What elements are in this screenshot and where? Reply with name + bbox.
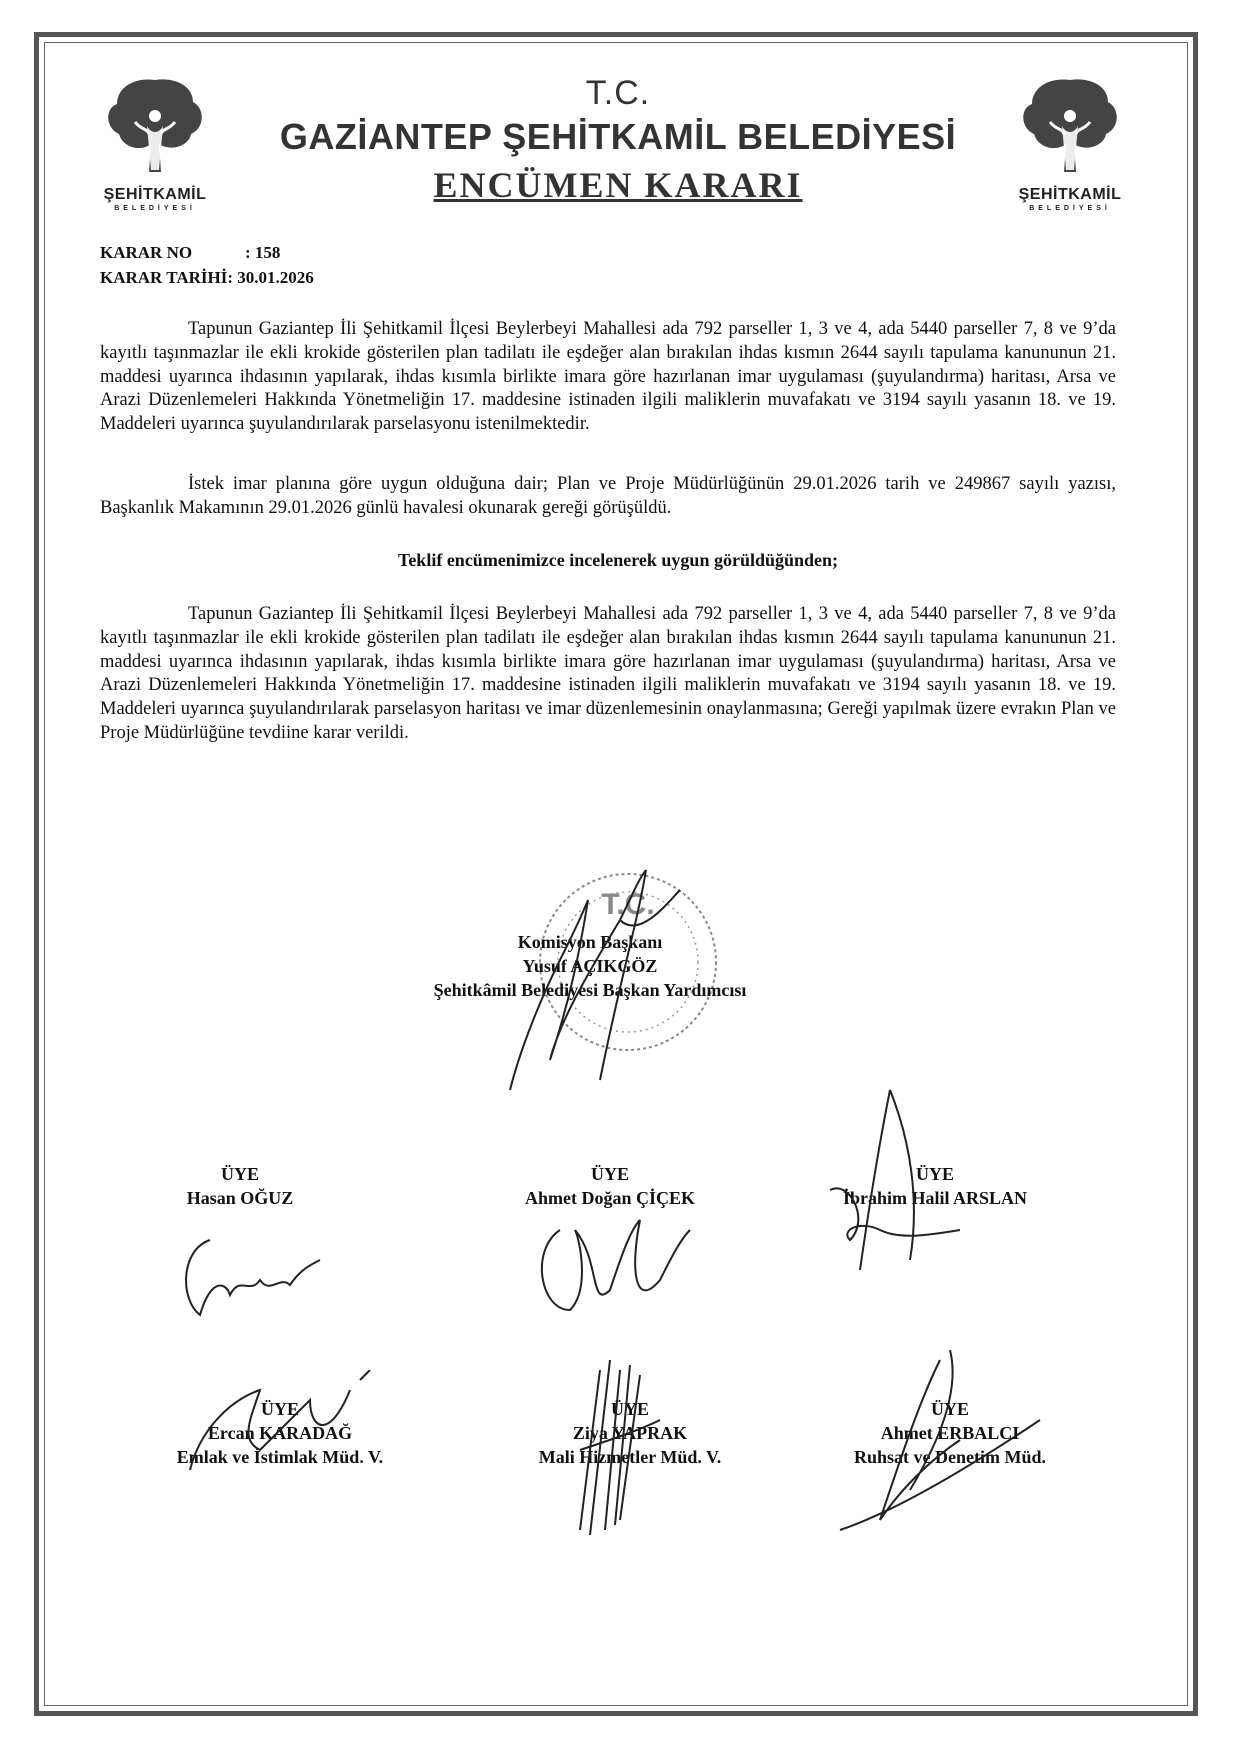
karar-no-value: : 158 [245, 243, 281, 262]
member-name: Ziya YAPRAK [572, 1423, 688, 1443]
member-role: ÜYE [260, 1399, 299, 1419]
karar-tarihi [100, 268, 314, 288]
member-signature-block [140, 1162, 340, 1210]
paragraph-request: Tapunun Gaziantep İli Şehitkamil İlçesi Beylerbeyi Mahallesi ada 792 parseller 1, 3 ve 4, ada 5440 parseller 7, 8 ve 9’da kayıtlı taşınmazlar ile ekli krokide gösterilen plan tadilatı ile eşdeğer alan bırakılan ihdas kısmın 2644 sayılı tapulama kanununun 21. maddesi uyarınca ihdasının yapılarak, ihdas kısımla birlikte imara göre hazırlanan imar uygulaması (şuyulandırma) haritası, Arsa ve Arazi Düzenlemeleri Hakkında Yönetmeliğin 17. maddesine istinaden ilgili maliklerin muvafakatı ve 3194 sayılı yasanın 18. ve 19. Maddeleri uyarınca şuyulandırılarak parselasyonu istenilmektedir. [100, 319, 1116, 435]
logo-subtext: BELEDİYESİ [1029, 205, 1111, 212]
member-title: Emlak ve İstimlak Müd. V. [176, 1447, 384, 1467]
member-signature [810, 1080, 990, 1280]
stamp-text: T.C. [601, 888, 655, 921]
member-signature [820, 1340, 1060, 1540]
member-signature [160, 1370, 400, 1480]
header-tc: T.C. [585, 74, 651, 112]
member-title: Mali Hizmetler Müd. V. [538, 1447, 722, 1467]
karar-tarihi-value: 30.01.2026 [237, 268, 314, 287]
member-title: Ruhsat ve Denetim Müd. [854, 1447, 1046, 1467]
karar-no-label: KARAR NO [100, 243, 193, 262]
member-signature [520, 1200, 720, 1330]
paragraph-decision: Tapunun Gaziantep İli Şehitkamil İlçesi Beylerbeyi Mahallesi ada 792 parseller 1, 3 ve 4, ada 5440 parseller 7, 8 ve 9’da kayıtlı taşınmazlar ile ekli krokide gösterilen plan tadilatı ile eşdeğer alan bırakılan ihdas kısmın 2644 sayılı tapulama kanununun 21. maddesi uyarınca ihdasının yapılarak, ihdas kısımla birlikte imara göre hazırlanan imar uygulaması (şuyulandırma) haritası, Arsa ve Arazi Düzenlemeleri Hakkında Yönetmeliğin 17. maddesine istinaden ilgili maliklerin muvafakatı ve 3194 sayılı yasanın 18. ve 19. Maddeleri uyarınca şuyulandırılarak parselasyon haritası ve imar düzenlemesinin onaylanmasına; Gereği yapılmak üzere evrakın Plan ve Proje Müdürlüğüne tevdiine karar verildi. [100, 604, 1116, 743]
member-signature [560, 1350, 680, 1540]
chair-title: Şehitkâmil Belediyesi Başkan Yardımcısı [433, 980, 747, 1000]
member-name: Ercan KARADAĞ [207, 1423, 353, 1443]
member-role: ÜYE [610, 1399, 649, 1419]
paragraph-review: İstek imar planına göre uygun olduğuna dair; Plan ve Proje Müdürlüğünün 29.01.2026 tarih ve 249867 sayılı yazısı, Başkanlık Makamının 29.01.2026 günlü havalesi okunarak gereği görüşüldü. [100, 474, 1116, 518]
member-role: ÜYE [915, 1164, 954, 1184]
member-name: Hasan OĞUZ [186, 1188, 294, 1208]
member-role: ÜYE [930, 1399, 969, 1419]
member-name: İbrahim Halil ARSLAN [842, 1188, 1028, 1208]
logo-text: ŞEHİTKAMİL [1018, 186, 1122, 203]
karar-no [100, 243, 280, 263]
decision-heading: Teklif encümenimizce incelenerek uygun görüldüğünden; [397, 550, 839, 570]
header-municipality: GAZİANTEP ŞEHİTKAMİL BELEDİYESİ [279, 116, 957, 157]
member-signature [170, 1220, 350, 1330]
member-role: ÜYE [590, 1164, 629, 1184]
header-doc-type: ENCÜMEN KARARI [433, 165, 803, 205]
logo-subtext: BELEDİYESİ [114, 205, 196, 212]
member-name: Ahmet Doğan ÇİÇEK [524, 1188, 695, 1208]
chair-signature [470, 860, 770, 1100]
chair-role: Komisyon Başkanı [517, 932, 663, 952]
member-role: ÜYE [220, 1164, 259, 1184]
member-name: Ahmet ERBALCI [880, 1423, 1020, 1443]
logo-text: ŞEHİTKAMİL [103, 186, 207, 203]
chair-name: Yusuf AÇIKGÖZ [522, 956, 658, 976]
karar-tarihi-label: KARAR TARİHİ: [100, 268, 234, 287]
